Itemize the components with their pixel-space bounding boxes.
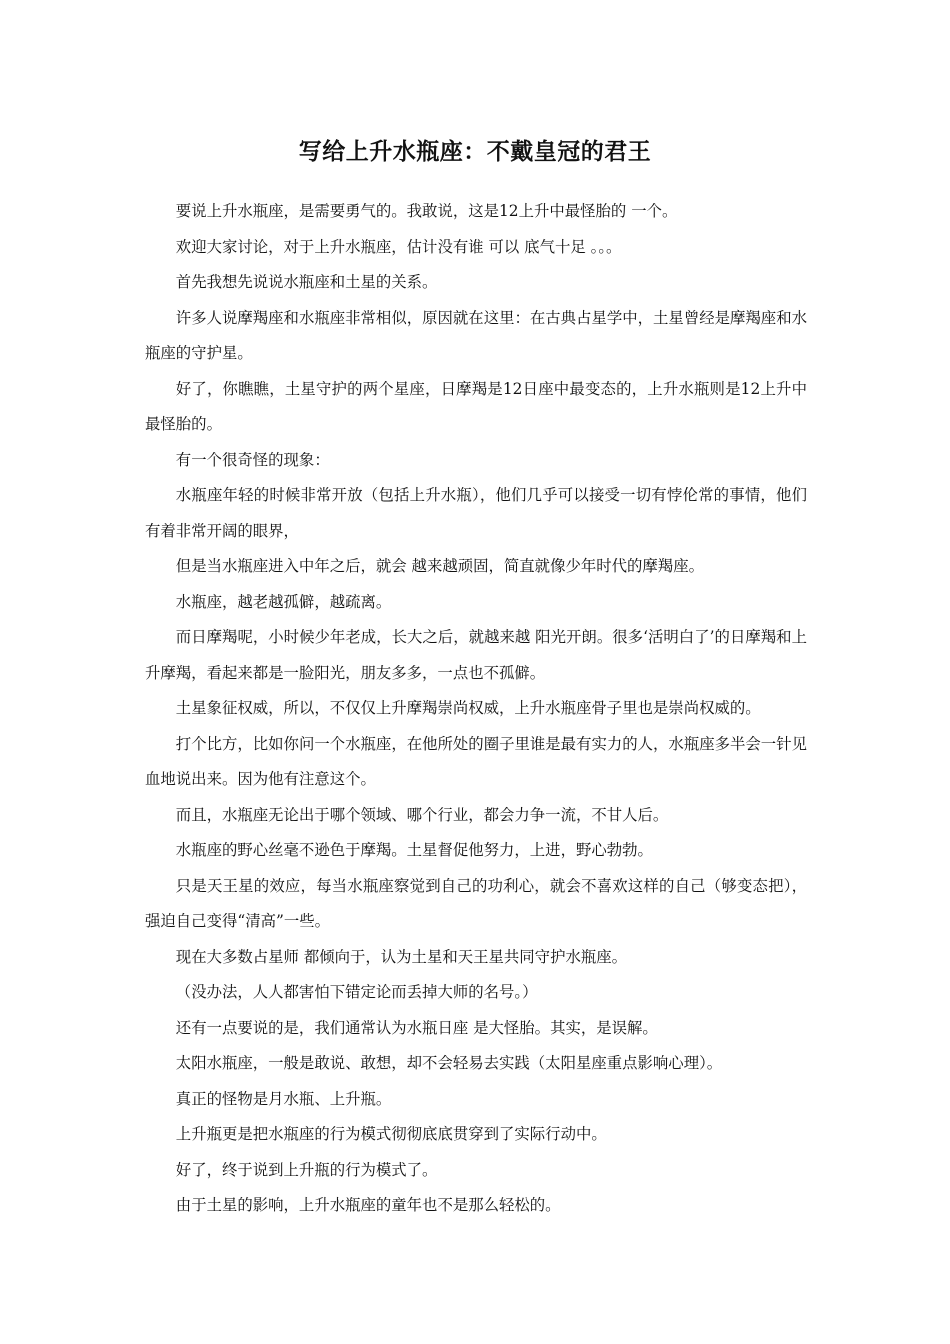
body-paragraph: 许多人说摩羯座和水瓶座非常相似，原因就在这里：在古典占星学中，土星曾经是摩羯座和水瓶座的守护星。	[145, 308, 807, 362]
body-paragraph: 好了，你瞧瞧，土星守护的两个星座，日摩羯是12日座中最变态的，上升水瓶则是12上升中最怪胎的。	[145, 379, 807, 433]
body-paragraph: 而且，水瓶座无论出于哪个领域、哪个行业，都会力争一流，不甘人后。	[175, 805, 669, 824]
body-paragraph: 还有一点要说的是，我们通常认为水瓶日座 是大怪胎。其实，是误解。	[175, 1018, 658, 1037]
body-paragraph: 打个比方，比如你问一个水瓶座，在他所处的圈子里谁是最有实力的人，水瓶座多半会一针见血地说出来。因为他有注意这个。	[145, 734, 807, 788]
body-paragraph: 只是天王星的效应，每当水瓶座察觉到自己的功利心，就会不喜欢这样的自己（够变态把），强迫自己变得“清高”一些。	[145, 876, 807, 930]
body-paragraph: 土星象征权威，所以，不仅仅上升摩羯崇尚权威，上升水瓶座骨子里也是崇尚权威的。	[175, 699, 761, 717]
body-paragraph: 有一个很奇怪的现象：	[175, 450, 330, 469]
body-paragraph: 好了，终于说到上升瓶的行为模式了。	[175, 1160, 438, 1179]
body-paragraph: 首先我想先说说水瓶座和土星的关系。	[175, 273, 438, 291]
body-paragraph: 由于土星的影响，上升水瓶座的童年也不是那么轻松的。	[175, 1196, 561, 1214]
body-paragraph: 太阳水瓶座，一般是敢说、敢想，却不会轻易去实践（太阳星座重点影响心理）。	[175, 1054, 723, 1072]
document-body	[145, 194, 807, 1224]
body-paragraph: 而日摩羯呢，小时候少年老成，长大之后，就越来越 阳光开朗。很多‘活明白了’的日摩羯和上升摩羯，看起来都是一脸阳光，朋友多多，一点也不孤僻。	[145, 628, 807, 682]
document-title: 写给上升水瓶座：不戴皇冠的君王	[298, 139, 652, 165]
body-paragraph: 水瓶座的野心丝毫不逊色于摩羯。土星督促他努力，上进，野心勃勃。	[175, 841, 653, 859]
body-paragraph: 欢迎大家讨论，对于上升水瓶座，估计没有谁 可以 底气十足 。。。	[175, 237, 622, 256]
body-paragraph: 上升瓶更是把水瓶座的行为模式彻彻底底贯穿到了实际行动中。	[175, 1125, 607, 1143]
body-paragraph: 要说上升水瓶座，是需要勇气的。我敢说，这是12上升中最怪胎的 一个。	[175, 202, 678, 220]
body-paragraph: （没办法，人人都害怕下错定论而丢掉大师的名号。）	[175, 983, 538, 1001]
body-paragraph: 水瓶座，越老越孤僻，越疏离。	[175, 592, 392, 611]
body-paragraph: 但是当水瓶座进入中年之后，就会 越来越顽固，简直就像少年时代的摩羯座。	[175, 557, 704, 575]
body-paragraph: 现在大多数占星师 都倾向于，认为土星和天王星共同守护水瓶座。	[175, 947, 628, 966]
body-paragraph: 水瓶座年轻的时候非常开放（包括上升水瓶），他们几乎可以接受一切有悖伦常的事情，他们有着非常开阔的眼界，	[145, 486, 807, 540]
body-paragraph: 真正的怪物是月水瓶、上升瓶。	[175, 1089, 392, 1108]
